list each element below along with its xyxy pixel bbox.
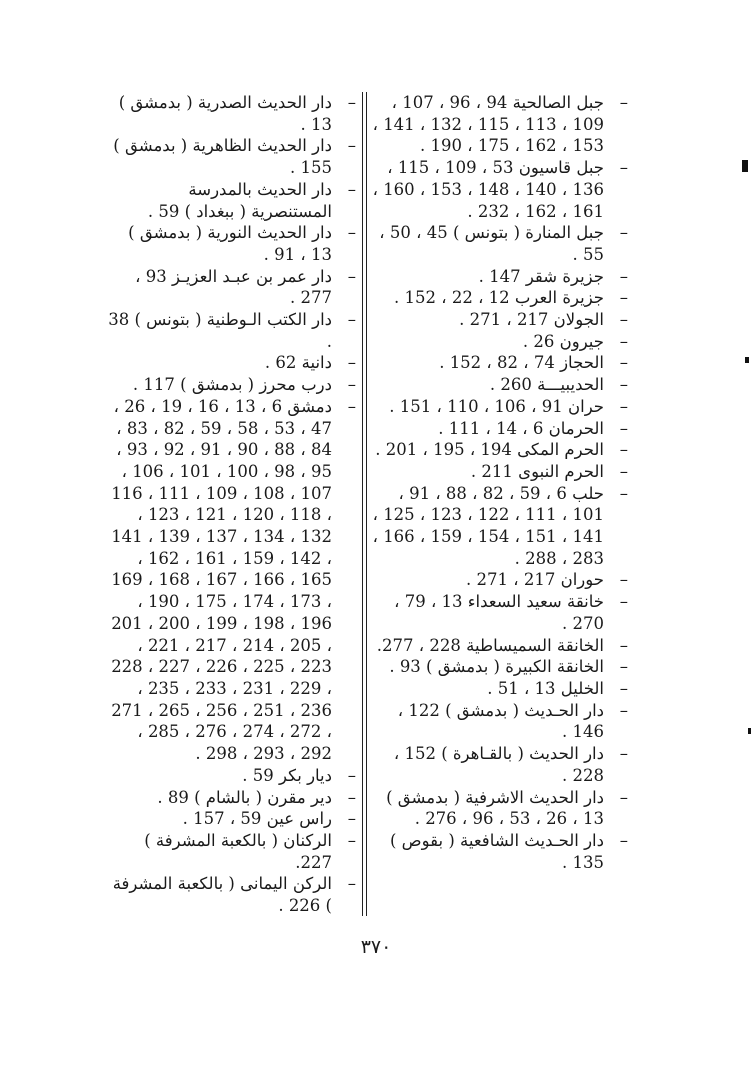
entry-text: الحرم المكى 194 ، 195 ، 201 . bbox=[375, 440, 604, 460]
entry-dash: – bbox=[619, 461, 628, 481]
entry-dash: – bbox=[619, 418, 628, 438]
entry-text: دار الحديث الاشرفية ( بدمشق ) 13 ، 26 ، 53 ، 96 ، 276 . bbox=[380, 787, 604, 829]
entry-dash: – bbox=[619, 678, 628, 698]
index-column-right bbox=[367, 92, 628, 873]
entry-dash: – bbox=[619, 592, 628, 612]
entry-dash: – bbox=[619, 223, 628, 243]
entry-dash: – bbox=[619, 288, 628, 308]
index-entry bbox=[372, 591, 628, 634]
index-entry bbox=[372, 569, 628, 591]
entry-text: دير مقرن ( بالشام ) 89 . bbox=[157, 787, 332, 807]
column-divider bbox=[362, 92, 363, 916]
entry-dash: – bbox=[347, 136, 356, 156]
index-entry bbox=[106, 266, 356, 309]
index-column-left bbox=[102, 92, 356, 917]
entry-dash: – bbox=[347, 787, 356, 807]
entry-dash: – bbox=[619, 266, 628, 286]
entry-text: جبل قاسيون 53 ، 109 ، 115 ، 136 ، 140 ، 148 ، 153 ، 160 ، 161 ، 162 ، 232 . bbox=[367, 158, 604, 221]
entry-text: جبل الصالحية 94 ، 96 ، 107 ، 109 ، 113 ، 115 ، 132 ، 141 ، 153 ، 162 ، 175 ، 190 . bbox=[367, 93, 604, 156]
entry-dash: – bbox=[619, 570, 628, 590]
entry-dash: – bbox=[619, 396, 628, 416]
index-entry bbox=[367, 157, 628, 222]
entry-text: دار الحديث النورية ( بدمشق ) 13 ، 91 . bbox=[122, 223, 332, 264]
index-entry bbox=[372, 830, 628, 873]
index-entry bbox=[106, 396, 356, 765]
index-entry bbox=[372, 656, 628, 678]
index-entry bbox=[106, 222, 356, 265]
entry-dash: – bbox=[619, 787, 628, 807]
entry-dash: – bbox=[619, 440, 628, 460]
entry-text: ديار بكر 59 . bbox=[242, 765, 332, 785]
index-entry bbox=[372, 418, 628, 440]
entry-dash: – bbox=[619, 657, 628, 677]
entry-text: الركنان ( بالكعبة المشرفة ) 227. bbox=[138, 830, 332, 872]
scan-edge-mark bbox=[748, 728, 751, 734]
entry-dash: – bbox=[347, 830, 356, 850]
entry-dash: – bbox=[619, 744, 628, 764]
index-entry bbox=[106, 92, 356, 135]
entry-dash: – bbox=[619, 375, 628, 395]
entry-text: حوران 217 ، 271 . bbox=[466, 570, 604, 590]
entry-dash: – bbox=[347, 310, 356, 330]
index-entry bbox=[372, 678, 628, 700]
index-entry bbox=[372, 309, 628, 331]
entry-text: الحرم النبوى 211 . bbox=[470, 461, 604, 481]
index-entry bbox=[372, 439, 628, 461]
entry-text: خانقة سعيد السعداء 13 ، 79 ، 270 . bbox=[388, 592, 604, 633]
entry-dash: – bbox=[347, 765, 356, 785]
entry-text: جزيرة العرب 12 ، 22 ، 152 . bbox=[394, 288, 604, 308]
index-entry bbox=[106, 179, 356, 222]
entry-dash: – bbox=[619, 331, 628, 351]
index-entry bbox=[106, 352, 356, 374]
index-entry bbox=[372, 266, 628, 288]
column-divider bbox=[366, 92, 367, 916]
entry-text: دار الحديث بالمدرسة المستنصرية ( ببغداد ) 59 . bbox=[147, 179, 332, 221]
entry-text: دار الحديث الظاهرية ( بدمشق ) 155 . bbox=[108, 136, 332, 178]
entry-text: دمشق 6 ، 13 ، 16 ، 19 ، 26 ، 47 ، 53 ، 58 ، 59 ، 82 ، 83 ، 84 ، 88 ، 90 ، 91 ، 92 ، 93 ، 95 ، 98 ، 100 ، 101 ، 106 ، 107 ، 108 ، 109 ، 111 ، 116 ، 118 ، 120 ، 121 ، 123 ، 132 ، 134 ، 137 ، 139 ، 141 ، 142 ، 159 ، 161 ، 162 ، 165 ، 166 ، 167 ، 168 ، 169 ، 173 ، 174 ، 175 ، 190 ، 196 ، 198 ، 199 ، 200 ، 201 ، 205 ، 214 ، 217 ، 221 ، 223 ، 225 ، 226 ، 227 ، 228 ، 229 ، 231 ، 233 ، 235 ، 236 ، 251 ، 256 ، 265 ، 271 ، 272 ، 274 ، 276 ، 285 ، 292 ، 293 ، 298 . bbox=[105, 396, 332, 764]
entry-text: جزيرة شقر 147 . bbox=[478, 266, 604, 286]
page-number: ٣٧٠ bbox=[360, 936, 392, 958]
scan-edge-mark bbox=[745, 357, 749, 363]
entry-dash: – bbox=[619, 830, 628, 850]
entry-text: الحديبيـــة 260 . bbox=[489, 375, 604, 395]
entry-text: دار الحـديث الشافعية ( بقوص ) 135 . bbox=[384, 830, 604, 872]
entry-dash: – bbox=[347, 396, 356, 416]
entry-dash: – bbox=[347, 223, 356, 243]
entry-dash: – bbox=[619, 483, 628, 503]
index-entry bbox=[372, 700, 628, 743]
entry-dash: – bbox=[619, 158, 628, 178]
entry-text: حران 91 ، 106 ، 110 ، 151 . bbox=[389, 396, 604, 416]
entry-text: دار الحديث ( بالقـاهرة ) 152 ، 228 . bbox=[388, 744, 604, 785]
index-entry bbox=[372, 635, 628, 657]
entry-dash: – bbox=[347, 179, 356, 199]
entry-dash: – bbox=[619, 635, 628, 655]
entry-text: درب محرز ( بدمشق ) 117 . bbox=[132, 375, 332, 395]
index-entry bbox=[372, 743, 628, 786]
scan-edge-mark bbox=[742, 160, 748, 172]
entry-text: دار الكتب الـوطنية ( بتونس ) 38 . bbox=[102, 310, 332, 351]
entry-text: الخانقة السميساطية 228 ، 277. bbox=[376, 635, 604, 655]
entry-text: الحرمان 6 ، 14 ، 111 . bbox=[438, 418, 604, 438]
index-entry bbox=[372, 396, 628, 418]
entry-text: جبل المنارة ( بتونس ) 45 ، 50 ، 55 . bbox=[374, 223, 604, 264]
index-entry bbox=[106, 135, 356, 178]
index-entry bbox=[106, 765, 356, 787]
index-entry bbox=[367, 483, 628, 570]
entry-text: الجولان 217 ، 271 . bbox=[459, 310, 604, 330]
index-entry bbox=[106, 787, 356, 809]
index-entry bbox=[372, 787, 628, 830]
entry-dash: – bbox=[619, 353, 628, 373]
entry-text: الخانقة الكبيرة ( بدمشق ) 93 . bbox=[389, 657, 604, 677]
entry-dash: – bbox=[347, 353, 356, 373]
index-entry bbox=[102, 309, 356, 352]
index-entry bbox=[372, 374, 628, 396]
index-entry bbox=[106, 830, 356, 873]
index-entry bbox=[367, 92, 628, 157]
index-entry bbox=[106, 808, 356, 830]
entry-text: الحجاز 74 ، 82 ، 152 . bbox=[439, 353, 604, 373]
entry-text: الركن اليمانى ( بالكعبة المشرفة ) 226 . bbox=[107, 874, 332, 916]
index-entry bbox=[106, 873, 356, 916]
entry-text: الخليل 13 ، 51 . bbox=[487, 678, 604, 698]
entry-dash: – bbox=[347, 874, 356, 894]
index-entry bbox=[372, 352, 628, 374]
entry-text: راس عين 59 ، 157 . bbox=[182, 809, 332, 829]
index-entry bbox=[372, 331, 628, 353]
entry-text: دار الحديث الصدرية ( بدمشق ) 13 . bbox=[113, 93, 332, 134]
entry-text: دار الحـديث ( بدمشق ) 122 ، 146 . bbox=[392, 700, 604, 742]
entry-dash: – bbox=[619, 700, 628, 720]
entry-dash: – bbox=[619, 310, 628, 330]
entry-dash: – bbox=[619, 93, 628, 112]
index-entry bbox=[372, 222, 628, 265]
entry-dash: – bbox=[347, 809, 356, 829]
index-entry bbox=[106, 374, 356, 396]
entry-dash: – bbox=[347, 266, 356, 286]
entry-text: دار عمر بن عبـد العزيـز 93 ، 277 . bbox=[129, 266, 332, 308]
entry-dash: – bbox=[347, 375, 356, 395]
index-entry bbox=[372, 461, 628, 483]
entry-text: حلب 6 ، 59 ، 82 ، 88 ، 91 ، 101 ، 111 ، 122 ، 123 ، 125 ، 141 ، 151 ، 154 ، 159 ، 166 ، 283 ، 288 . bbox=[367, 483, 604, 568]
entry-text: جيرون 26 . bbox=[522, 331, 604, 351]
index-entry bbox=[372, 287, 628, 309]
entry-dash: – bbox=[347, 93, 356, 112]
entry-text: دانية 62 . bbox=[264, 353, 332, 373]
